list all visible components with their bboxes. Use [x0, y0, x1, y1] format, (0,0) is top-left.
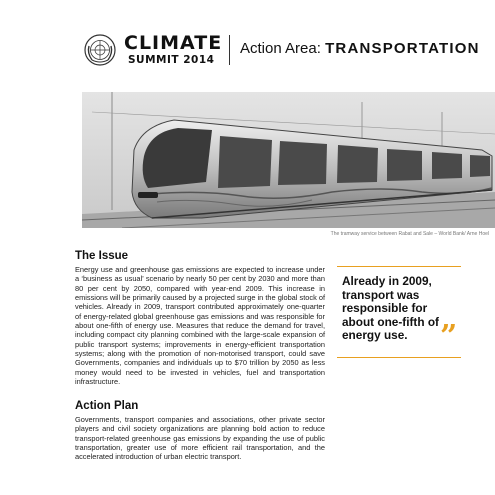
- issue-heading: The Issue: [75, 250, 129, 262]
- quote-mark-icon: ”: [440, 319, 458, 354]
- tram-photo: [82, 92, 495, 228]
- pull-quote-text: Already in 2009, transport was responsible for about one-fifth of energy use.: [342, 274, 439, 343]
- action-area-label: Action Area:: [240, 40, 321, 57]
- action-area-topic: TRANSPORTATION: [325, 40, 480, 57]
- event-subtitle: SUMMIT 2014: [128, 54, 215, 66]
- photo-caption: The tramway service between Rabat and Sale – World Bank/ Arne Hoel: [330, 231, 489, 237]
- tram-illustration: [82, 92, 495, 228]
- pull-quote: [337, 266, 461, 358]
- un-emblem-icon: [84, 34, 116, 66]
- header: [84, 30, 480, 70]
- header-divider: [229, 35, 230, 65]
- action-plan-body: Governments, transport companies and associations, other private sector players and civil society organizations are planning bold action to reduce transport-related greenhouse gas emissions by expanding the use of public transportation, greater use of more efficient rail transportation, and the accelerated introduction of urban electric transport.: [75, 415, 325, 462]
- action-area-heading: [240, 40, 480, 58]
- action-plan-heading: Action Plan: [75, 400, 139, 412]
- issue-body: Energy use and greenhouse gas emissions are expected to increase under a ‘business as usual’ scenario by nearly 50 per cent by 2030 and more than 80 per cent by 2050, compared with year-end 2009. This increase in emissions will be primarily caused by a projected surge in the global stock of vehicles. Already in 2009, transport contributed approximately one-quarter of energy-related global greenhouse gas emissions and was responsible for about one-fifth of energy use. Measures that reduce the demand for travel, including compact city planning combined with the large-scale expansion of public transport systems; improvements in energy-efficient transportation systems; along with the promotion of non-motorised transport, could save Governments, companies and individuals up to $70 trillion by 2050 as less money would need to be invested in vehicles, fuel and transportation infrastructure.: [75, 265, 325, 387]
- event-title: CLIMATE: [124, 32, 223, 54]
